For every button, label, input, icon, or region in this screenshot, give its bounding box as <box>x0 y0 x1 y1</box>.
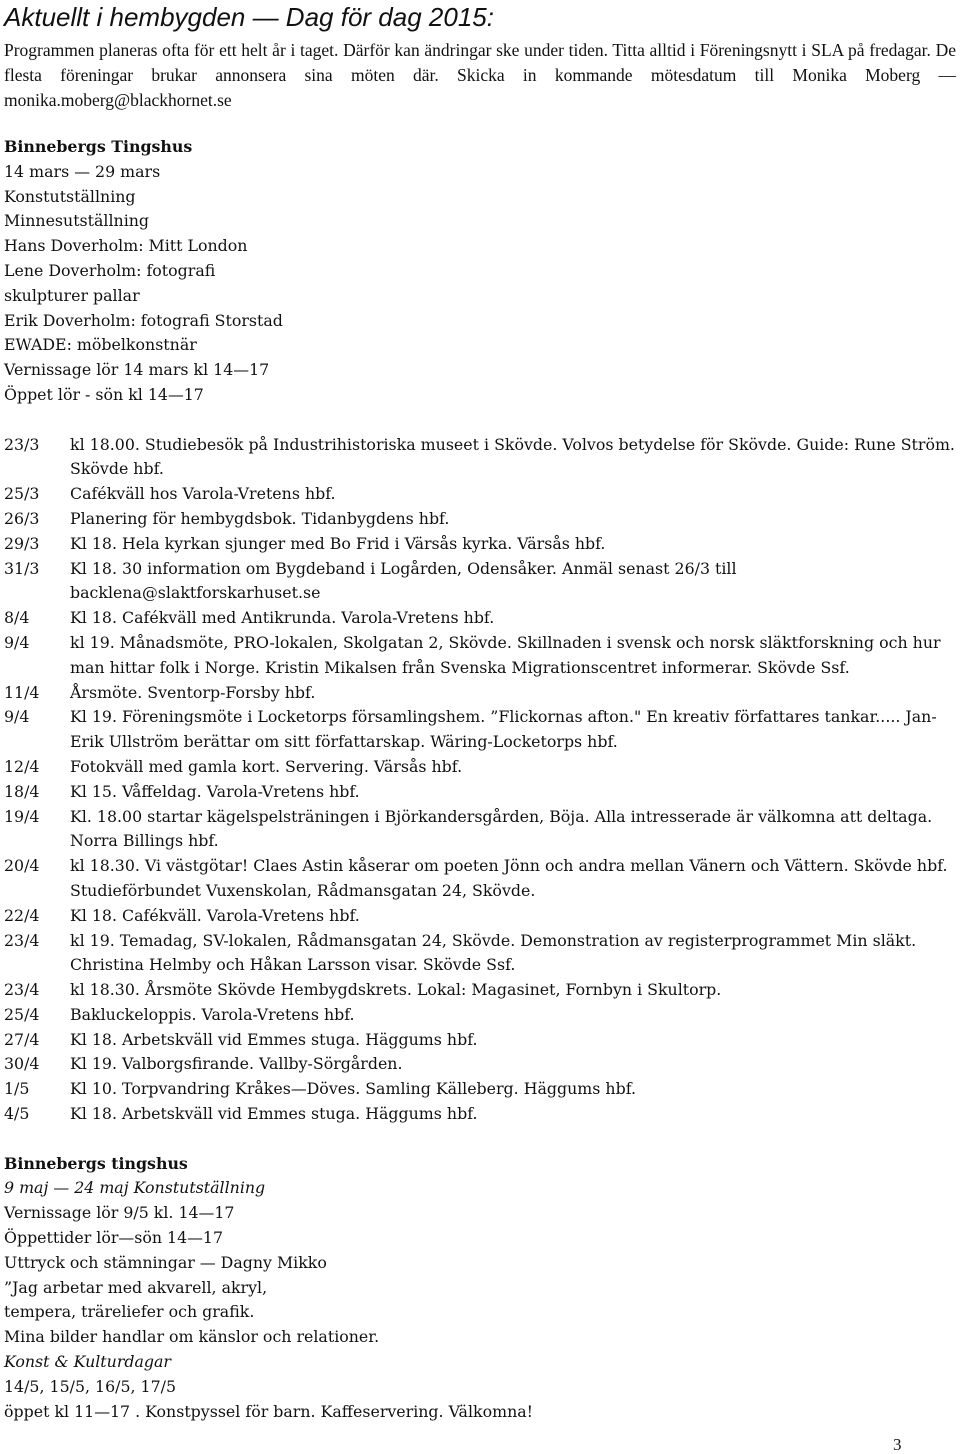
event-text: kl 19. Månadsmöte, PRO-lokalen, Skolgatan 2, Skövde. Skillnaden i svensk och norsk släktforskning och hur man hittar folk i Norge. Kristin Mikalsen från Svenska Migrationscentret informerar. Skövde Ssf. <box>70 632 941 677</box>
event-date: 26/3 <box>4 508 40 528</box>
event-date: 8/4 <box>4 608 30 628</box>
spacer <box>4 1127 956 1152</box>
event-date: 22/4 <box>4 905 40 925</box>
event-date: 25/4 <box>4 1004 40 1024</box>
event-date: 20/4 <box>4 856 40 876</box>
event-date: 1/5 <box>4 1079 30 1099</box>
event-text: Kl 18. Cafékväll. Varola-Vretens hbf. <box>70 905 360 925</box>
event-text: Kl 15. Våffeldag. Varola-Vretens hbf. <box>70 781 360 801</box>
event-row <box>4 805 956 855</box>
exhibition-line: skulpturer pallar <box>4 285 140 305</box>
event-row <box>4 482 956 507</box>
event-row <box>4 705 956 755</box>
event-text: Årsmöte. Sventorp-Forsby hbf. <box>70 682 316 702</box>
event-text: Kl 18. 30 information om Bygdeband i Logården, Odensåker. Anmäl senast 26/3 till backlena@slaktforskarhuset.se <box>70 558 737 603</box>
event-date: 25/3 <box>4 484 40 504</box>
event-row <box>4 929 956 979</box>
exhibition-line: tempera, träreliefer och grafik. <box>4 1302 255 1322</box>
tingshus-section-2 <box>4 1152 956 1425</box>
exhibition-line: Vernissage lör 14 mars kl 14—17 <box>4 360 270 380</box>
event-row <box>4 557 956 607</box>
culture-days-dates: 14/5, 15/5, 16/5, 17/5 <box>4 1376 177 1396</box>
event-date: 23/4 <box>4 930 40 950</box>
event-date: 19/4 <box>4 806 40 826</box>
event-row <box>4 1028 956 1053</box>
event-row <box>4 780 956 805</box>
exhibition-line: Hans Doverholm: Mitt London <box>4 236 248 256</box>
event-row <box>4 978 956 1003</box>
event-date: 23/3 <box>4 434 40 454</box>
event-list <box>4 433 956 1127</box>
event-row <box>4 1003 956 1028</box>
event-row <box>4 507 956 532</box>
tingshus-section-1 <box>4 135 956 408</box>
event-date: 29/3 <box>4 533 40 553</box>
event-text: kl 18.00. Studiebesök på Industrihistoriska museet i Skövde. Volvos betydelse för Skövde. Guide: Rune Ström. Skövde hbf. <box>70 434 955 479</box>
event-date: 27/4 <box>4 1029 40 1049</box>
event-text: Kl 18. Cafékväll med Antikrunda. Varola-Vretens hbf. <box>70 608 495 628</box>
exhibition-line: Konstutställning <box>4 186 136 206</box>
exhibition-line: 14 mars — 29 mars <box>4 161 161 181</box>
intro-paragraph: Programmen planeras ofta för ett helt år i taget. Därför kan ändringar ske under tiden. Titta alltid i Föreningsnytt i SLA på fredagar. De flesta föreningar brukar annonsera sina möten där. Skicka in kommande mötesdatum till Monika Moberg — monika.moberg@blackhornet.se <box>4 40 956 110</box>
event-row <box>4 1102 956 1127</box>
event-row <box>4 1077 956 1102</box>
event-date: 18/4 <box>4 781 40 801</box>
event-date: 9/4 <box>4 707 30 727</box>
event-row <box>4 755 956 780</box>
event-date: 31/3 <box>4 558 40 578</box>
event-text: Fotokväll med gamla kort. Servering. Värsås hbf. <box>70 756 463 776</box>
exhibition-line: Öppettider lör—sön 14—17 <box>4 1228 224 1248</box>
exhibition-line: Vernissage lör 9/5 kl. 14—17 <box>4 1203 235 1223</box>
event-row <box>4 681 956 706</box>
event-text: Kl 19. Föreningsmöte i Locketorps församlingshem. ”Flickornas afton." En kreativ författares tankar..... Jan-Erik Ullström berättar om sitt författarskap. Wäring-Locketorps hbf. <box>70 707 937 752</box>
event-text: Kl. 18.00 startar kägelspelsträningen i Björkandersgården, Böja. Alla intresserade är välkomna att deltaga. Norra Billings hbf. <box>70 806 933 851</box>
event-date: 9/4 <box>4 632 30 652</box>
exhibition-line: EWADE: möbelkonstnär <box>4 335 197 355</box>
exhibition-line: Erik Doverholm: fotografi Storstad <box>4 310 283 330</box>
main-content <box>4 135 956 1424</box>
event-date: 12/4 <box>4 756 40 776</box>
spacer <box>4 408 956 433</box>
event-row <box>4 854 956 904</box>
exhibition-subtitle: 9 maj — 24 maj Konstutställning <box>4 1178 266 1198</box>
exhibition-line: Öppet lör - sön kl 14—17 <box>4 384 204 404</box>
event-date: 30/4 <box>4 1054 40 1074</box>
section-heading: Binnebergs tingshus <box>4 1153 188 1173</box>
event-row <box>4 631 956 681</box>
exhibition-line: ”Jag arbetar med akvarell, akryl, <box>4 1277 268 1297</box>
event-text: kl 19. Temadag, SV-lokalen, Rådmansgatan 24, Skövde. Demonstration av registerprogrammet Min släkt. Christina Helmby och Håkan Larsson visar. Skövde Ssf. <box>70 930 917 975</box>
event-date: 23/4 <box>4 980 40 1000</box>
event-row <box>4 532 956 557</box>
exhibition-line: Uttryck och stämningar — Dagny Mikko <box>4 1252 327 1272</box>
event-date: 4/5 <box>4 1104 30 1124</box>
culture-days-heading: Konst & Kulturdagar <box>4 1352 171 1372</box>
event-row <box>4 1052 956 1077</box>
exhibition-line: Lene Doverholm: fotografi <box>4 260 216 280</box>
event-text: Kl 18. Arbetskväll vid Emmes stuga. Häggums hbf. <box>70 1029 478 1049</box>
event-text: Bakluckeloppis. Varola-Vretens hbf. <box>70 1004 355 1024</box>
exhibition-line: Minnesutställning <box>4 211 150 231</box>
event-text: kl 18.30. Vi västgötar! Claes Astin kåserar om poeten Jönn och andra mellan Vänern och Vättern. Skövde hbf. Studieförbundet Vuxenskolan, Rådmansgatan 24, Skövde. <box>70 856 948 900</box>
culture-days-info: öppet kl 11—17 . Konstpyssel för barn. Kaffeservering. Välkomna! <box>4 1401 534 1421</box>
event-row <box>4 606 956 631</box>
section-heading: Binnebergs Tingshus <box>4 137 193 156</box>
page-number: 3 <box>893 1435 902 1454</box>
event-text: kl 18.30. Årsmöte Skövde Hembygdskrets. Lokal: Magasinet, Fornbyn i Skultorp. <box>70 980 722 1000</box>
event-text: Cafékväll hos Varola-Vretens hbf. <box>70 484 336 504</box>
event-text: Planering för hembygdsbok. Tidanbygdens hbf. <box>70 508 450 528</box>
exhibition-line: Mina bilder handlar om känslor och relationer. <box>4 1327 380 1347</box>
event-text: Kl 10. Torpvandring Kråkes—Döves. Samling Källeberg. Häggums hbf. <box>70 1079 636 1099</box>
event-text: Kl 18. Arbetskväll vid Emmes stuga. Häggums hbf. <box>70 1104 478 1124</box>
event-row <box>4 433 956 483</box>
event-row <box>4 904 956 929</box>
event-date: 11/4 <box>4 682 40 702</box>
page-title: Aktuellt i hembygden — Dag för dag 2015: <box>4 2 494 32</box>
event-text: Kl 19. Valborgsfirande. Vallby-Sörgården. <box>70 1054 403 1074</box>
event-text: Kl 18. Hela kyrkan sjunger med Bo Frid i Värsås kyrka. Värsås hbf. <box>70 533 606 553</box>
